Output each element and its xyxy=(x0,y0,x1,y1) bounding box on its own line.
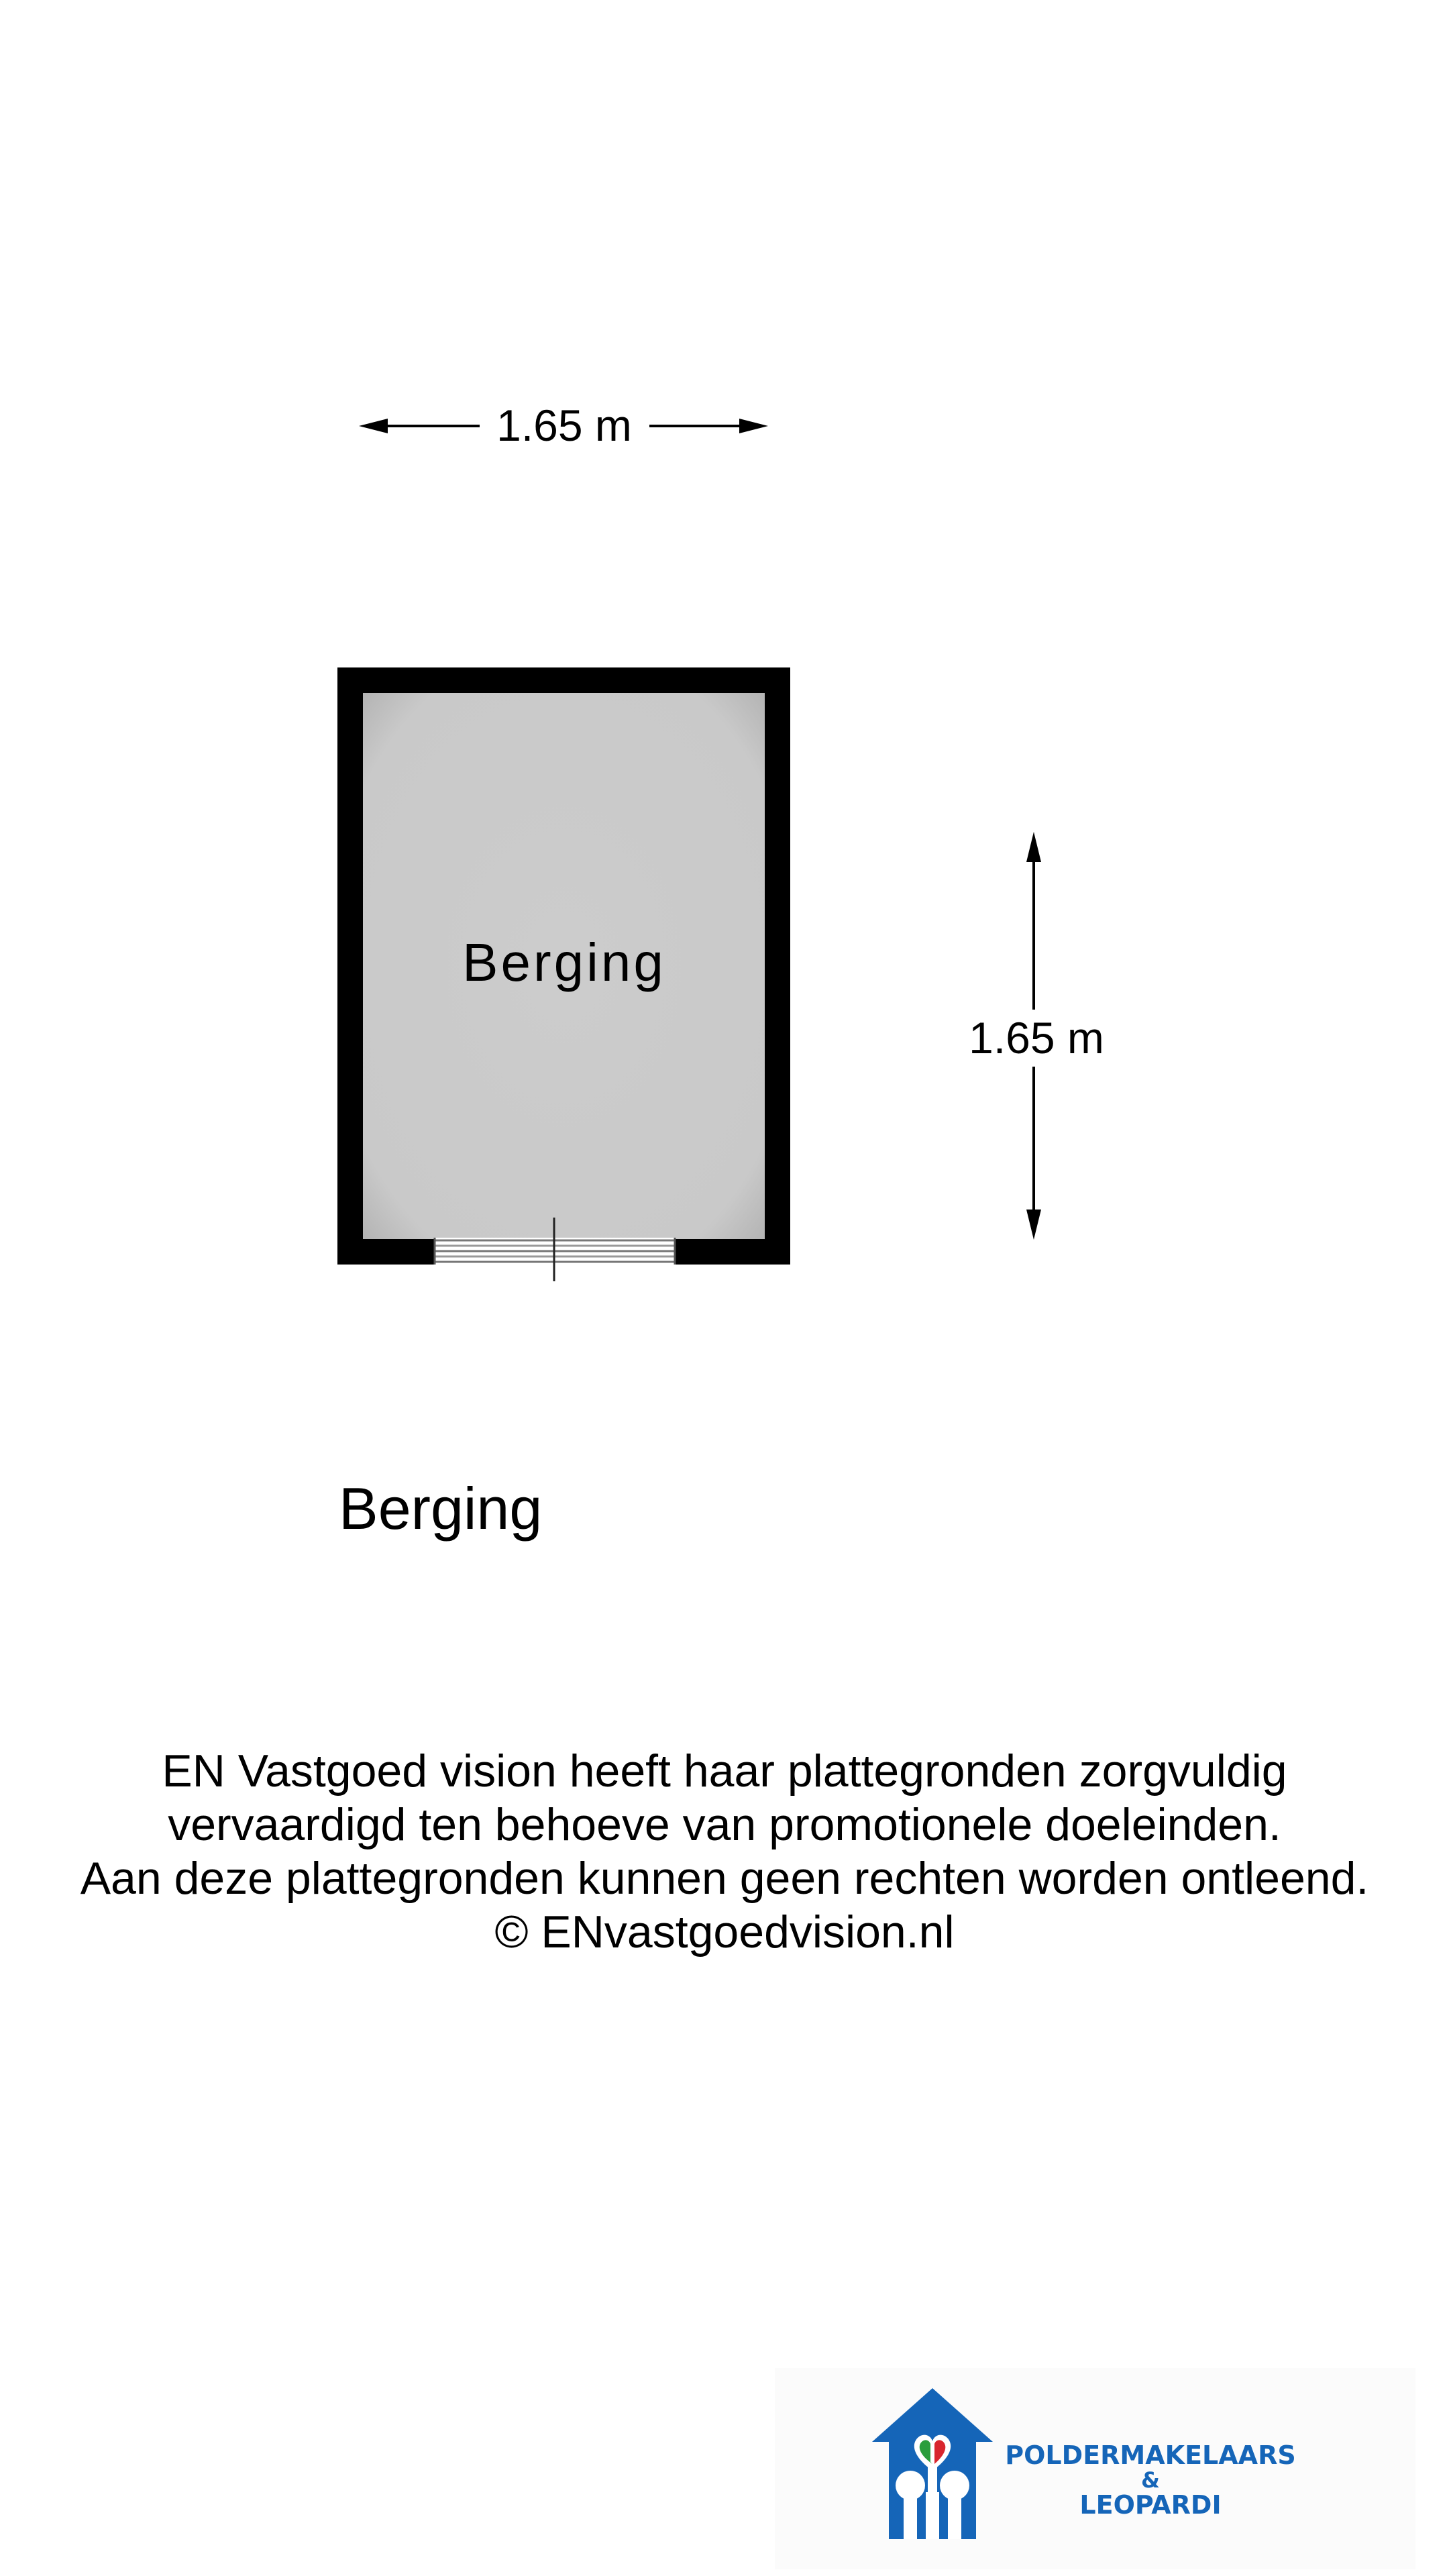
depth-dimension-label: 1.65 m xyxy=(969,1013,1104,1063)
depth-dimension xyxy=(969,832,1104,1240)
agency-logo xyxy=(775,2368,1415,2569)
width-dimension-label: 1.65 m xyxy=(496,400,632,450)
width-dimension xyxy=(359,400,768,450)
disclaimer-line: vervaardigd ten behoeve van promotionele doeleinden. xyxy=(168,1799,1281,1850)
disclaimer xyxy=(0,1744,1449,1959)
agency-name xyxy=(993,2442,1308,2518)
agency-name-line: POLDERMAKELAARS xyxy=(1005,2440,1296,2470)
agency-name-line: LEOPARDI xyxy=(1079,2490,1222,2520)
disclaimer-line: EN Vastgoed vision heeft haar plattegronden zorgvuldig xyxy=(162,1746,1287,1796)
house-with-heart-icon xyxy=(869,2385,996,2539)
room-berging xyxy=(337,667,790,1281)
agency-name-ampersand: & xyxy=(1141,2467,1160,2493)
room-label: Berging xyxy=(462,932,666,992)
plan-caption: Berging xyxy=(339,1475,543,1542)
disclaimer-line: Aan deze plattegronden kunnen geen rechten worden ontleend. xyxy=(80,1853,1369,1904)
copyright-line: © ENvastgoedvision.nl xyxy=(494,1907,955,1957)
